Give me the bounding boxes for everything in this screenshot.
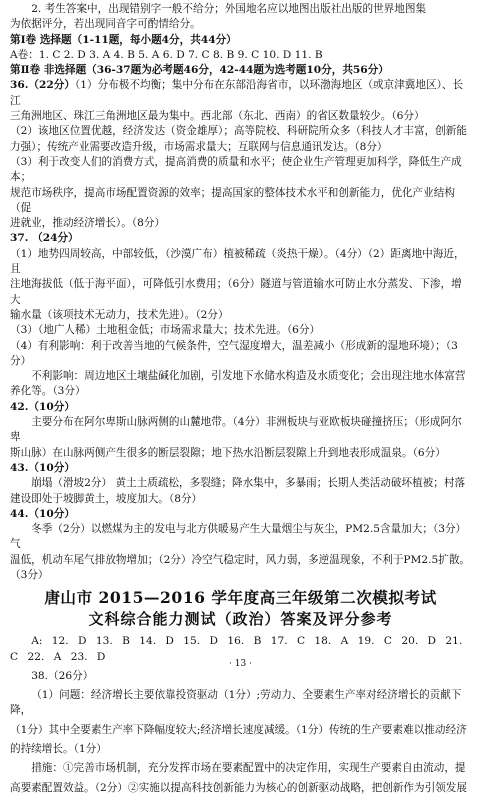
part1-heading: 第Ⅰ卷 选择题（1-11题，每小题4分，共44分）	[10, 33, 237, 46]
q37-line-4: （3）（地广人稀）土地租金低；市场需求量大；技术先进。（6分）	[10, 324, 321, 337]
q44-line-3: （3分）	[10, 568, 49, 581]
q36-line-4: 力强）；传统产业需要改造升级，市场需求量大；互联网与信息通讯发达。（8分）	[10, 140, 388, 153]
q37-label: 37. （24分）	[10, 232, 79, 245]
part1-answers: A卷：1. C 2. D 3. A 4. B 5. A 6. D 7. C 8. B 9. C 10. D 11. B	[10, 48, 323, 61]
q37-line-1: （1）地势四周较高，中部较低，（沙漠广布）植被稀疏（炎热干燥）。（4分）（2）距离地中海近，且	[10, 247, 465, 276]
q37-line-6: 不利影响：周边地区土壤盐碱化加剧，引发地下水储水构造及水质变化；会出现注地水体富营	[31, 370, 466, 383]
q37-line-5: （4）有利影响：利于改善当地的气候条件，空气湿度增大，温差减小（形成新的湿地环境）；（3分）	[10, 339, 458, 367]
q36-line-3: （2）该地区位置优越，经济发达（资金雄厚）；高等院校、科研院所众多（科技人才丰富，创新能	[10, 125, 467, 138]
q38-part2-line-2: 高要素配置效益。（2分）②实施以提高科技创新能力为核心的创新驱动战略，把创新作为引领发展	[10, 781, 467, 794]
politics-exam-subtitle: 文科综合能力测试（政治）答案及评分参考	[88, 610, 393, 629]
q38-part1-line-3: 的持续增长。（1分）	[10, 743, 107, 756]
q38-part1-line-2: （1分）其中全要素生产率下降幅度较大;经济增长速度减缓。（1分）传统的生产要素难以推动经济	[10, 723, 467, 736]
q38-part2-line-1: 措施：①完善市场机制，充分发挥市场在要素配置中的决定作用，实现生产要素自由流动，提	[31, 762, 466, 775]
q36-text-1: （1）分布极不均衡；集中分布在东部沿海省市，以环渤海地区（或京津冀地区）、长江	[10, 79, 464, 107]
part2-heading: 第Ⅱ卷 非选择题（36-37题为必考题46分，42-44题为选考题10分，共56分）	[10, 64, 389, 77]
politics-exam-title: 唐山市 2015—2016 学年度高三年级第二次模拟考试	[44, 588, 437, 608]
q43-line-1: 崩塌（滑坡2分） 黄土土质疏松，多裂缝；降水集中，多暴雨；长期人类活动破坏植被；村落	[31, 477, 466, 490]
note-2-line-1: 2. 考生答案中，出现错别字一般不给分；外国地名应以地图出版社出版的世界地图集	[31, 3, 427, 15]
q42-line-2: 斯山脉）在山脉两侧产生很多的断层裂隙；地下热水沿断层裂隙上升到地表形成温泉。（6分）	[10, 446, 446, 459]
q36-line-2: 三角洲地区、珠江三角洲地区最为集中。西北部（东北、西南）的省区数量较少。（6分）	[10, 110, 425, 123]
q44-label: 44.（10分）	[10, 507, 75, 520]
q37-line-2: 注地海拔低（低于海平面），可降低引水费用；（6分）隧道与管道输水可防止水分蒸发、下渗，增大	[10, 278, 462, 306]
q36-line-7: 进就业，推动经济增长）。（8分）	[10, 217, 166, 230]
note-2-line-2: 为依据评分，若出现同音字可酌情给分。	[10, 18, 201, 31]
q44-line-1: 冬季（2分）以燃煤为主的发电与北方供暖易产生大量烟尘与灰尘，PM2.5含量加大；（3分） 气	[10, 523, 467, 551]
q43-line-2: 建设即处于坡脚黄土，坡度加大。（8分）	[10, 492, 203, 505]
q36-line-5: （3）利于改变人们的消费方式，提高消费的质量和水平；使企业生产管理更加科学，降低生产成本；	[10, 155, 462, 184]
q36-line-1	[10, 78, 471, 109]
q42-line-1: 主要分布在阿尔卑斯山脉两侧的山麓地带。（4分）非洲板块与亚欧板块碰撞挤压；（形成阿尔卑	[10, 416, 462, 444]
q44-line-2: 温低，机动车尾气排放物增加；（2分）冷空气稳定时，风力弱，多逆温现象，不利于PM2.5扩散。	[10, 553, 471, 566]
q37-line-3: 输水量（该项技术无动力，技术先进）。（2分）	[10, 308, 229, 321]
q36-label: 36.（22分）	[10, 79, 75, 92]
q37-line-7: 养化等。（3分）	[10, 385, 86, 398]
politics-answers: A: 12. D 13. B 14. D 15. D 16. B 17. C 18. A 19. C 20. D 21. C 22. A 23. D	[10, 635, 463, 663]
page-number: · 13 ·	[229, 658, 252, 669]
q36-line-6: 规范市场秩序，提高市场配置资源的效率；提高国家的整体技术水平和创新能力，优化产业结构（促	[10, 186, 455, 214]
q42-label: 42.（10分）	[10, 400, 75, 413]
q38-part1-line-1: （1）问题：经济增长主要依靠投资驱动（1分）;劳动力、全要素生产率对经济增长的贡献下降，	[10, 689, 462, 717]
q43-label: 43.（10分）	[10, 461, 75, 474]
q38-label: 38.（26分）	[31, 669, 94, 682]
